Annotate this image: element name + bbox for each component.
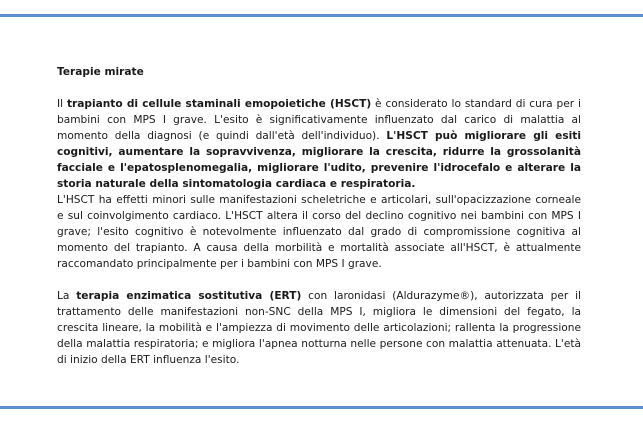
paragraph-text: con laronidasi (Aldurazyme®), autorizzata per il trattamento delle manifestazioni non-SNC della MPS I, migliora le dimensioni del fegato, la crescita lineare, la mobilità e l'ampiezza di movimento delle articolazioni; rallenta la progressione della malattia respiratoria; e migliora l'apnea notturna nelle persone con malattia attenuata. L'età di inizio della ERT influenza l'esito. — [57, 290, 581, 366]
paragraph-hsct — [57, 96, 581, 192]
bold-term-ert: terapia enzimatica sostitutiva (ERT) — [76, 290, 302, 302]
bold-hsct-benefits: L'HSCT può migliorare gli esiti cognitivi, aumentare la sopravvivenza, migliorare la crescita, ridurre la grossolanità facciale e l'epatosplenomegalia, migliorare l'udito, prevenire l'idrocefalo e alterare la storia naturale della sintomatologia cardiaca e respiratoria. — [57, 130, 581, 190]
paragraph-text: La — [57, 290, 77, 302]
bold-term-hsct: trapianto di cellule staminali emopoietiche (HSCT) — [66, 98, 372, 110]
document-body — [57, 64, 581, 368]
bottom-divider — [0, 406, 643, 409]
paragraph-ert — [57, 288, 581, 368]
paragraph-text: è considerato lo standard di cura per i bambini con MPS I grave. L'esito è significativamente influenzato dal carico di malattia al momento della diagnosi (e quindi dall'età dell'individuo). — [57, 98, 581, 142]
section-heading: Terapie mirate — [57, 66, 144, 78]
paragraph-hsct-effects: L'HSCT ha effetti minori sulle manifestazioni scheletriche e articolari, sull'opacizzazione corneale e sul coinvolgimento cardiaco. L'HSCT altera il corso del declino cognitivo nei bambini con MPS I grave; l'esito cognitivo è notevolmente influenzato dal grado di compromissione cognitiva al momento del trapianto. A causa della morbilità e mortalità associate all'HSCT, è attualmente raccomandato principalmente per i bambini con MPS I grave. — [57, 194, 581, 270]
paragraph-gap — [57, 272, 581, 288]
top-divider — [0, 14, 643, 17]
paragraph-text: Il — [57, 98, 67, 110]
